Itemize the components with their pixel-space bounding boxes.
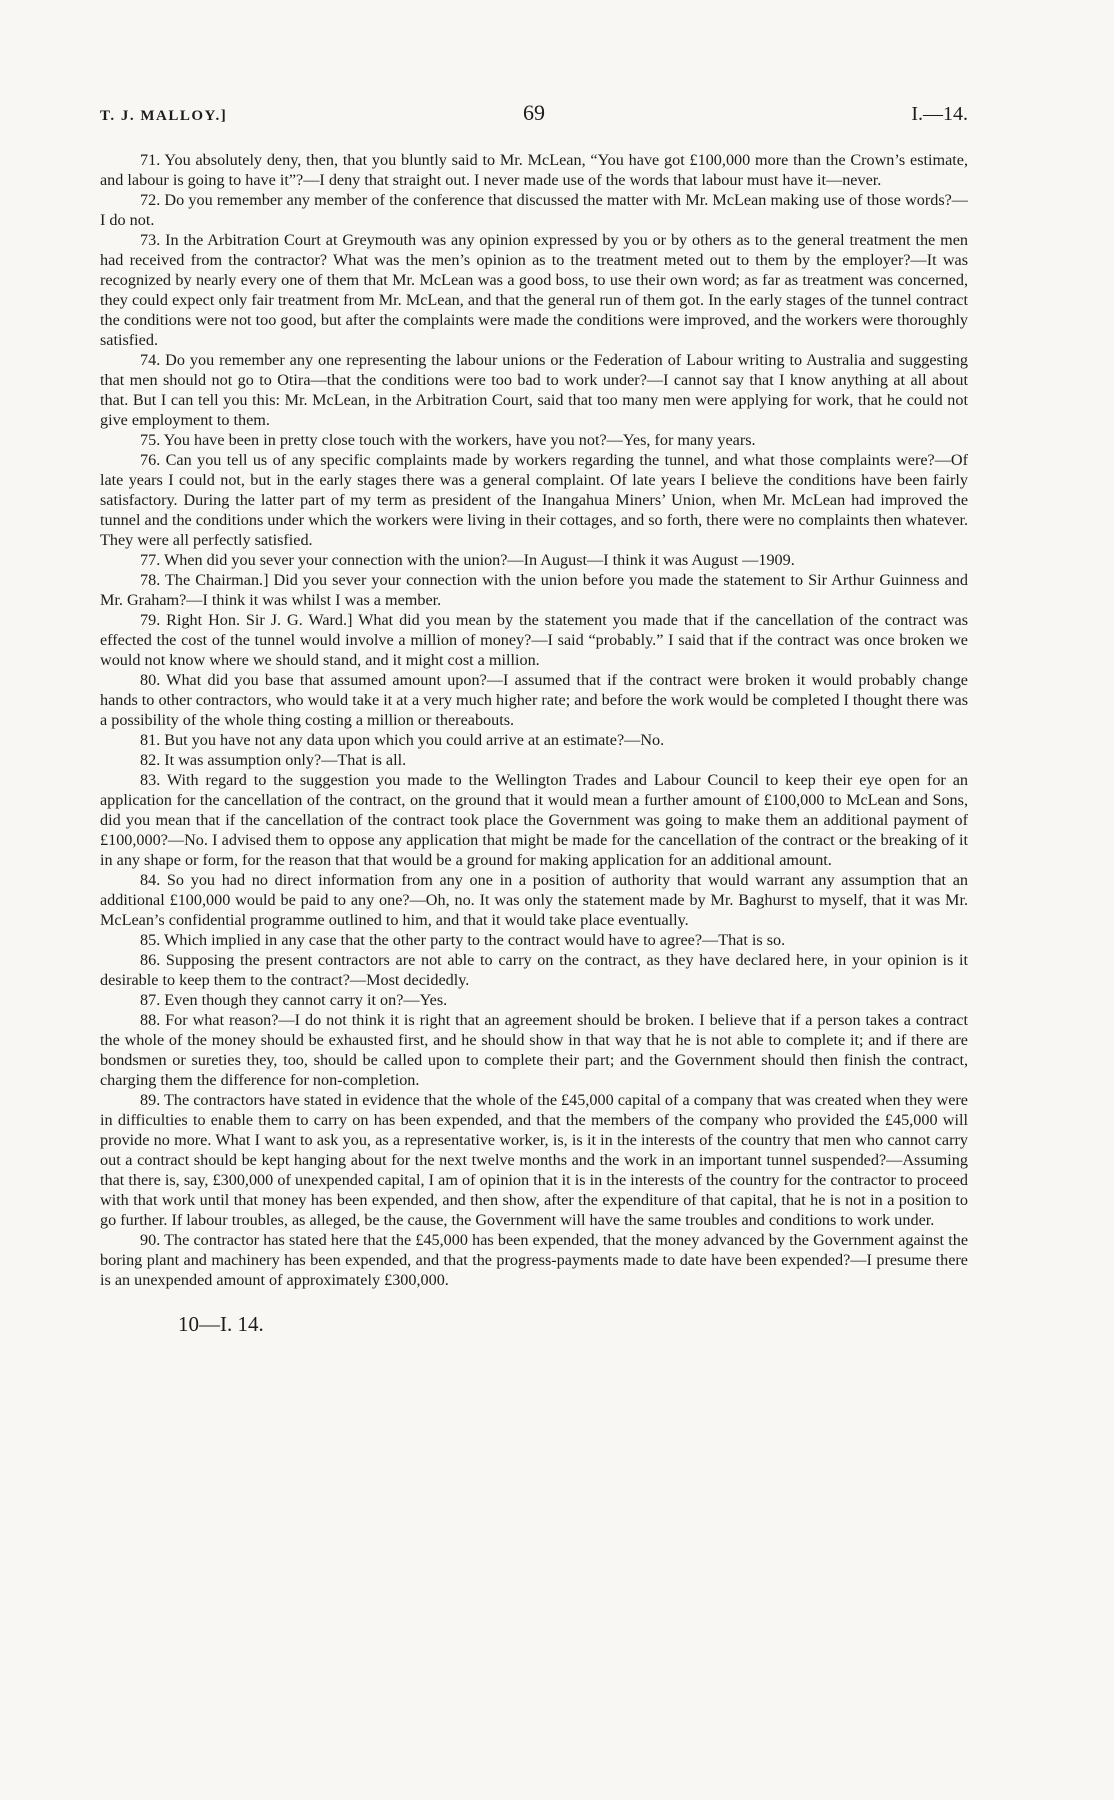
question-77: 77. When did you sever your connection with the union?—In August—I think it was August —1909.: [140, 551, 795, 569]
page-header: [100, 100, 968, 134]
question-85: 85. Which implied in any case that the other party to the contract would have to agree?—That is so.: [140, 931, 786, 949]
question-83: 83. With regard to the suggestion you made to the Wellington Trades and Labour Council to keep their eye open for an application for the cancellation of the contract, on the ground that it would mean a further amount of £100,000 to McLean and Sons, did you mean that if the cancellation of the contract took place the Government was going to make them an additional payment of £100,000?—No. I advised them to oppose any application that might be made for the cancellation of the contract or the breaking of it in any shape or form, for the reason that that would be a ground for making application for an additional amount.: [100, 771, 968, 869]
page-number: 69: [523, 100, 545, 125]
question-90: 90. The contractor has stated here that the £45,000 has been expended, that the money advanced by the Government against the boring plant and machinery has been expended, and that the progress-payments made to date have been expended?—I presume there is an unexpended amount of approximately £300,000.: [100, 1231, 968, 1289]
question-75: 75. You have been in pretty close touch with the workers, have you not?—Yes, for many years.: [140, 431, 756, 449]
witness-name-header: T. J. MALLOY.]: [100, 108, 228, 124]
question-88: 88. For what reason?—I do not think it is right that an agreement should be broken. I believe that if a person takes a contract the whole of the money should be exhausted first, and he should show in that way that he is not able to complete it; and if there are bondsmen or sureties they, too, should be called upon to complete their part; and the Government should then finish the contract, charging them the difference for non-completion.: [100, 1011, 968, 1089]
question-80: 80. What did you base that assumed amount upon?—I assumed that if the contract were broken it would probably change hands to other contractors, who would take it at a very much higher rate; and before the work would be completed I thought there was a possibility of the whole thing costing a million or thereabouts.: [100, 671, 969, 729]
signature-mark: 10—I. 14.: [178, 1312, 264, 1336]
question-84: 84. So you had no direct information from any one in a position of authority that would warrant any assumption that an additional £100,000 would be paid to any one?—Oh, no. It was only the statement made by Mr. Baghurst to myself, that it was Mr. McLean’s confidential programme outlined to him, and that it would take place eventually.: [100, 871, 968, 929]
question-71: 71. You absolutely deny, then, that you bluntly said to Mr. McLean, “You have got £100,000 more than the Crown’s estimate, and labour is going to have it”?—I deny that straight out. I never made use of the words that labour must have it—never.: [100, 151, 968, 189]
question-72: 72. Do you remember any member of the conference that discussed the matter with Mr. McLean making use of those words?—I do not.: [100, 191, 968, 229]
document-page: [100, 100, 968, 1337]
question-78: 78. The Chairman.] Did you sever your connection with the union before you made the statement to Sir Arthur Guinness and Mr. Graham?—I think it was whilst I was a member.: [100, 571, 968, 609]
question-76: 76. Can you tell us of any specific complaints made by workers regarding the tunnel, and what those complaints were?—Of late years I could not, but in the early stages there was a general complaint. Of late years I believe the conditions have been fairly satisfactory. During the latter part of my term as president of the Inangahua Miners’ Union, when Mr. McLean had improved the tunnel and the conditions under which the workers were living in their cottages, and so forth, there were no complaints then whatever. They were all perfectly satisfied.: [100, 451, 968, 549]
paper-reference: I.—14.: [911, 103, 968, 125]
question-89: 89. The contractors have stated in evidence that the whole of the £45,000 capital of a company that was created when they were in difficulties to enable them to carry on has been expended, and that the members of the company who provided the £45,000 will provide no more. What I want to ask you, as a representative worker, is, is it in the interests of the country that men who cannot carry out a contract should be kept hanging about for the next twelve months and the work in an important tunnel suspended?—Assuming that there is, say, £300,000 of unexpended capital, I am of opinion that it is in the interests of the country for the contractor to proceed with that work until that money has been expended, and then show, after the expenditure of that capital, that he is not in a position to go further. If labour troubles, as alleged, be the cause, the Government will have the same troubles and conditions to work under.: [100, 1091, 968, 1229]
question-79: 79. Right Hon. Sir J. G. Ward.] What did you mean by the statement you made that if the cancellation of the contract was effected the cost of the tunnel would involve a million of money?—I said “probably.” I said that if the contract was once broken we would not know where we should stand, and it might cost a million.: [100, 611, 968, 669]
question-87: 87. Even though they cannot carry it on?—Yes.: [140, 991, 448, 1009]
question-74: 74. Do you remember any one representing the labour unions or the Federation of Labour writing to Australia and suggesting that men should not go to Otira—that the conditions were too bad to work under?—I cannot say that I know anything at all about that. But I can tell you this: Mr. McLean, in the Arbitration Court, said that too many men were applying for work, that he could not give employment to them.: [100, 351, 968, 429]
question-73: 73. In the Arbitration Court at Greymouth was any opinion expressed by you or by others as to the general treatment the men had received from the contractor? What was the men’s opinion as to the treatment meted out to them by the employer?—It was recognized by nearly every one of them that Mr. McLean was a good boss, to use their own word; as far as treatment was concerned, they could expect only fair treatment from Mr. McLean, and that the general run of them got. In the early stages of the tunnel contract the conditions were not too good, but after the complaints were made the conditions were improved, and the workers were thoroughly satisfied.: [100, 231, 968, 349]
question-86: 86. Supposing the present contractors are not able to carry on the contract, as they have declared here, in your opinion is it desirable to keep them to the contract?—Most decidedly.: [100, 951, 968, 989]
question-82: 82. It was assumption only?—That is all.: [140, 751, 407, 769]
question-81: 81. But you have not any data upon which you could arrive at an estimate?—No.: [140, 731, 665, 749]
evidence-body: [100, 150, 968, 1290]
